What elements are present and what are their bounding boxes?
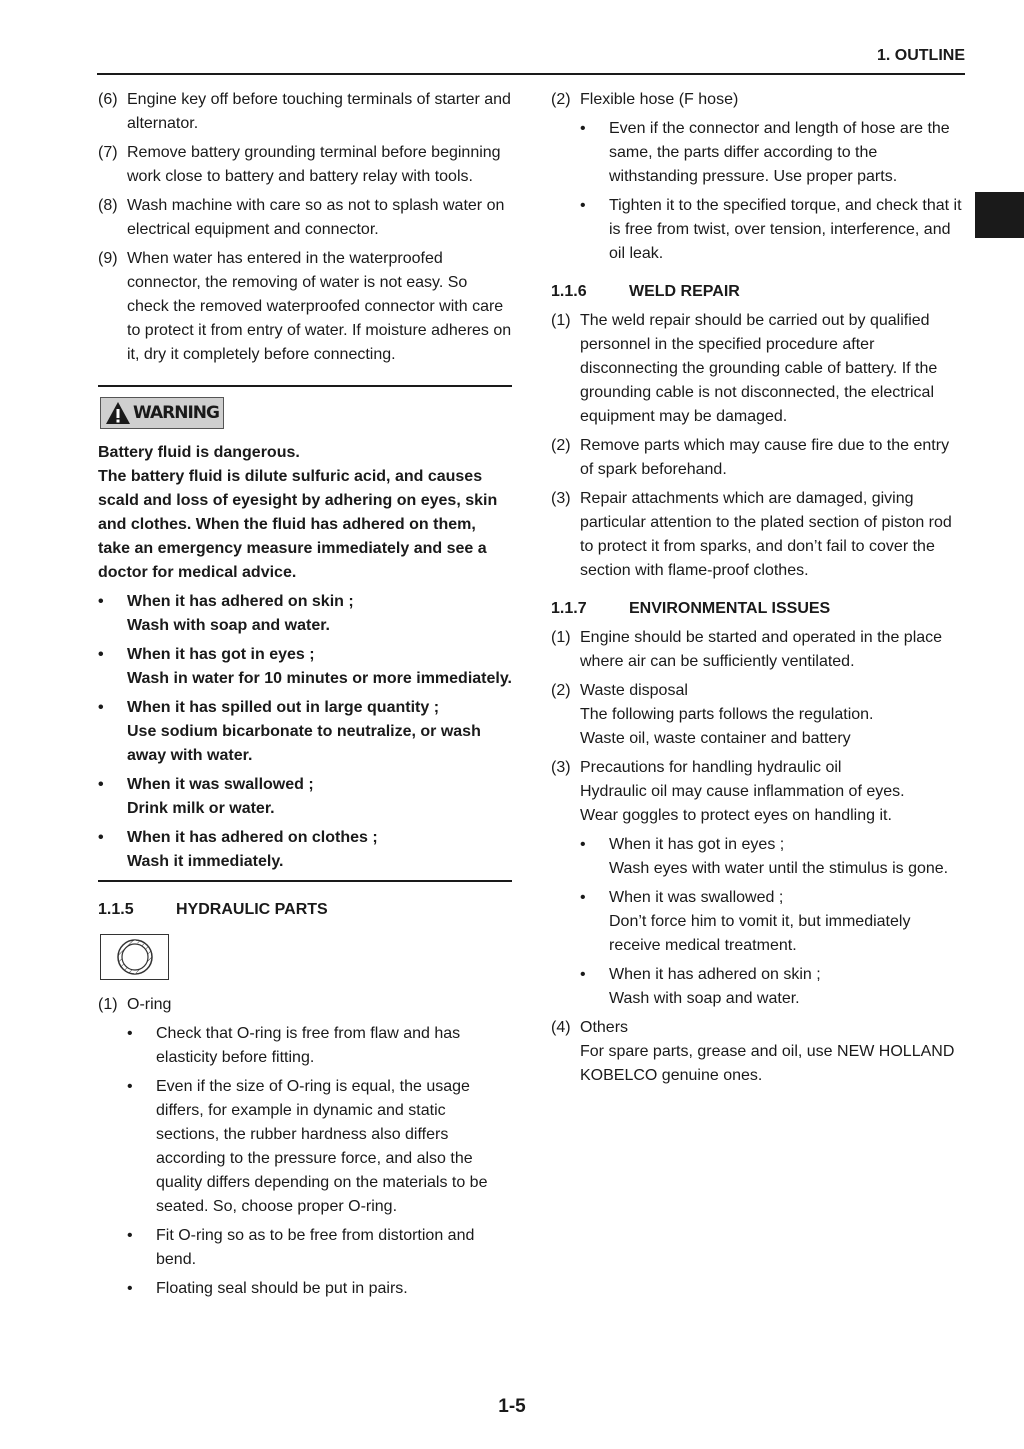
section-heading-weld xyxy=(551,280,965,304)
warning-triangle-icon xyxy=(105,401,131,425)
item-label: Others xyxy=(580,1019,629,1036)
bullet-action: Drink milk or water. xyxy=(127,800,275,817)
warning-bottom-rule xyxy=(98,880,512,882)
list-item xyxy=(551,626,965,674)
warning-bullet xyxy=(98,696,512,768)
warning-heading: Battery fluid is dangerous. xyxy=(98,444,300,461)
list-item xyxy=(551,309,965,429)
bullet-dot: • xyxy=(580,889,586,906)
oring-symbol xyxy=(100,934,169,980)
item-text: Repair attachments which are damaged, giving particular attention to the plated section of piston rod to protect it from sparks, and don’t fail to cover the section with flame-proof clothes. xyxy=(580,490,952,579)
item-number: (7) xyxy=(98,144,118,161)
item-text: Hydraulic oil may cause inflammation of eyes. xyxy=(580,783,905,800)
bullet-dot: • xyxy=(127,1078,133,1095)
item-number: (2) xyxy=(551,682,571,699)
item-number: (9) xyxy=(98,250,118,267)
hose-bullet xyxy=(551,117,965,189)
oil-bullet xyxy=(551,963,965,1011)
bullet-dot: • xyxy=(98,646,104,663)
item-text: For spare parts, grease and oil, use NEW HOLLAND KOBELCO genuine ones. xyxy=(580,1043,955,1084)
bullet-condition: When it has adhered on skin ; xyxy=(609,966,821,983)
item-number: (1) xyxy=(98,996,118,1013)
item-text: The following parts follows the regulation. xyxy=(580,706,874,723)
item-number: (3) xyxy=(551,759,571,776)
item-number: (2) xyxy=(551,91,571,108)
header-rule xyxy=(97,73,965,75)
warning-bullet xyxy=(98,643,512,691)
bullet-dot: • xyxy=(580,120,586,137)
section-heading-hydraulic xyxy=(98,898,512,922)
warning-bullet xyxy=(98,773,512,821)
item-number: (1) xyxy=(551,312,571,329)
page-number: 1-5 xyxy=(498,1396,526,1417)
item-number: (8) xyxy=(98,197,118,214)
page-header-title: 1. OUTLINE xyxy=(876,47,965,64)
list-item xyxy=(551,434,965,482)
bullet-dot: • xyxy=(127,1025,133,1042)
bullet-action: Wash it immediately. xyxy=(127,853,284,870)
oring-icon xyxy=(115,937,155,977)
item-text: When water has entered in the waterproofed connector, the removing of water is not easy. So check the removed waterproofed connector with care to protect it from entry of water. If moisture adheres on it, dry it completely before connecting. xyxy=(127,250,512,363)
section-heading-environmental xyxy=(551,597,965,621)
section-title: WELD REPAIR xyxy=(629,283,740,300)
warning-label: WARNING xyxy=(133,403,219,423)
list-item xyxy=(551,88,965,112)
list-item xyxy=(98,194,512,242)
bullet-dot: • xyxy=(580,836,586,853)
item-text: Engine should be started and operated in the place where air can be sufficiently ventilated. xyxy=(580,629,943,670)
bullet-condition: When it has got in eyes ; xyxy=(127,646,315,663)
item-number: (3) xyxy=(551,490,571,507)
bullet-action: Wash with soap and water. xyxy=(127,617,330,634)
oring-bullet xyxy=(98,1224,512,1272)
bullet-condition: When it was swallowed ; xyxy=(127,776,314,793)
list-item xyxy=(551,487,965,583)
bullet-action: Don’t force him to vomit it, but immediately receive medical treatment. xyxy=(609,913,911,954)
section-title: HYDRAULIC PARTS xyxy=(176,901,328,918)
bullet-dot: • xyxy=(127,1280,133,1297)
hose-bullet xyxy=(551,194,965,266)
bullet-dot: • xyxy=(98,776,104,793)
warning-text: The battery fluid is dilute sulfuric acid, and causes scald and loss of eyesight by adhering on eyes, skin and clothes. When the fluid has adhered on them, take an emergency measure immediately and see a doctor for medical advice. xyxy=(98,468,498,581)
bullet-dot: • xyxy=(98,699,104,716)
bullet-condition: When it has adhered on clothes ; xyxy=(127,829,378,846)
item-label: O-ring xyxy=(127,996,172,1013)
item-text: Wear goggles to protect eyes on handling it. xyxy=(580,807,892,824)
list-item xyxy=(98,88,512,136)
oil-bullet xyxy=(551,833,965,881)
list-item xyxy=(551,756,965,828)
item-text: The weld repair should be carried out by qualified personnel in the specified procedure after disconnecting the grounding cable of battery. If the grounding cable is not disconnected, the electrical equipment may be damaged. xyxy=(580,312,938,425)
item-number: (2) xyxy=(551,437,571,454)
item-text: Remove battery grounding terminal before beginning work close to battery and battery relay with tools. xyxy=(127,144,501,185)
item-text: Wash machine with care so as not to splash water on electrical equipment and connector. xyxy=(127,197,505,238)
bullet-action: Wash eyes with water until the stimulus is gone. xyxy=(609,860,949,877)
list-item xyxy=(551,679,965,751)
bullet-condition: When it has spilled out in large quantity ; xyxy=(127,699,440,716)
left-column xyxy=(98,88,512,1306)
item-text: Remove parts which may cause fire due to the entry of spark beforehand. xyxy=(580,437,950,478)
bullet-action: Use sodium bicarbonate to neutralize, or wash away with water. xyxy=(127,723,481,764)
item-number: (6) xyxy=(98,91,118,108)
bullet-text: Tighten it to the specified torque, and check that it is free from twist, over tension, interference, and oil leak. xyxy=(609,197,962,262)
item-text: Engine key off before touching terminals of starter and alternator. xyxy=(127,91,511,132)
bullet-text: Floating seal should be put in pairs. xyxy=(156,1280,408,1297)
section-number: 1.1.7 xyxy=(551,600,587,617)
bullet-text: Fit O-ring so as to be free from distortion and bend. xyxy=(156,1227,475,1268)
list-item xyxy=(98,993,512,1017)
bullet-text: Even if the size of O-ring is equal, the usage differs, for example in dynamic and static sections, the rubber hardness also differs according to the pressure force, and also the quality differs depending on the materials to be seated. So, choose proper O-ring. xyxy=(156,1078,488,1215)
bullet-dot: • xyxy=(98,593,104,610)
bullet-dot: • xyxy=(127,1227,133,1244)
bullet-condition: When it has adhered on skin ; xyxy=(127,593,354,610)
bullet-condition: When it has got in eyes ; xyxy=(609,836,785,853)
bullet-condition: When it was swallowed ; xyxy=(609,889,784,906)
oring-bullet xyxy=(98,1075,512,1219)
item-number: (1) xyxy=(551,629,571,646)
item-label: Flexible hose (F hose) xyxy=(580,91,739,108)
right-column xyxy=(551,88,965,1093)
oring-bullet xyxy=(98,1277,512,1301)
section-number: 1.1.5 xyxy=(98,901,134,918)
item-number: (4) xyxy=(551,1019,571,1036)
warning-top-rule xyxy=(98,385,512,387)
list-item xyxy=(98,247,512,367)
bullet-action: Wash in water for 10 minutes or more immediately. xyxy=(127,670,512,687)
oring-bullet xyxy=(98,1022,512,1070)
bullet-text: Even if the connector and length of hose are the same, the parts differ according to the withstanding pressure. Use proper parts. xyxy=(609,120,950,185)
list-item xyxy=(98,141,512,189)
section-number: 1.1.6 xyxy=(551,283,587,300)
warning-badge xyxy=(100,397,224,429)
section-title: ENVIRONMENTAL ISSUES xyxy=(629,600,831,617)
bullet-dot: • xyxy=(580,966,586,983)
item-text: Waste oil, waste container and battery xyxy=(580,730,851,747)
bullet-dot: • xyxy=(98,829,104,846)
warning-bullet xyxy=(98,826,512,874)
bullet-action: Wash with soap and water. xyxy=(609,990,800,1007)
bullet-text: Check that O-ring is free from flaw and has elasticity before fitting. xyxy=(156,1025,461,1066)
bullet-dot: • xyxy=(580,197,586,214)
oil-bullet xyxy=(551,886,965,958)
chapter-tab-marker xyxy=(975,192,1024,238)
item-label: Precautions for handling hydraulic oil xyxy=(580,759,842,776)
list-item xyxy=(551,1016,965,1088)
item-label: Waste disposal xyxy=(580,682,688,699)
warning-bullet xyxy=(98,590,512,638)
